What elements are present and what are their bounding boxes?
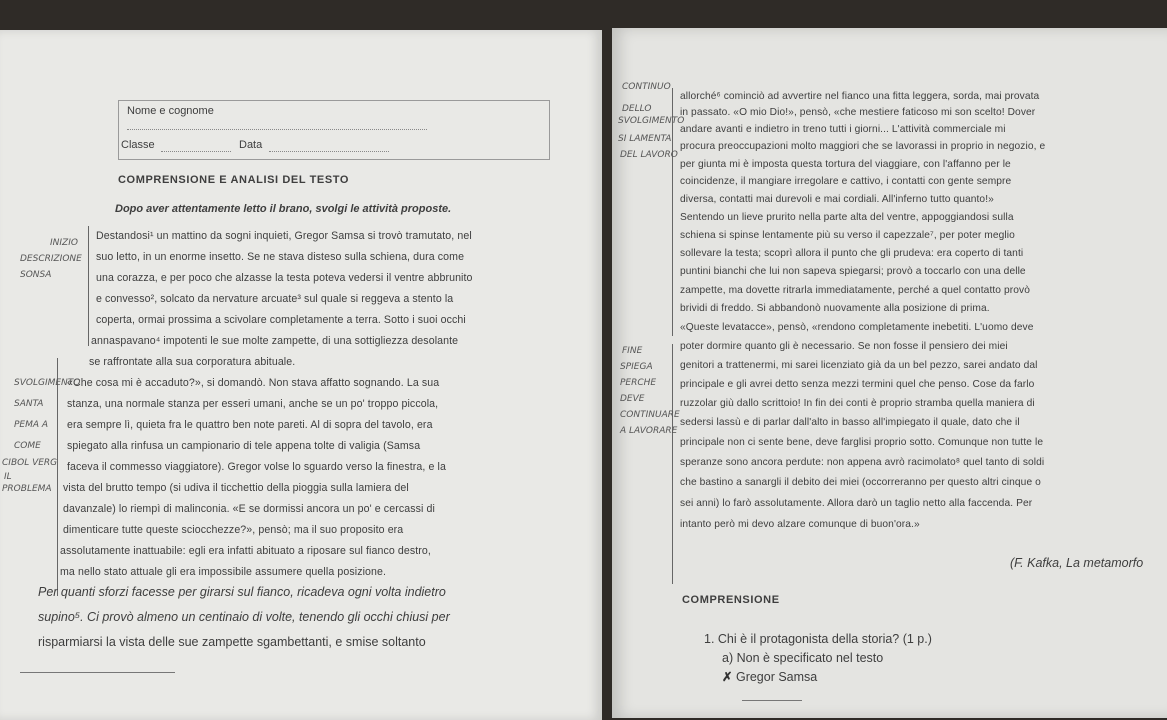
text-line: vista del brutto tempo (si udiva il ticchettio della pioggia sulla lamiera del <box>63 482 409 494</box>
answer-option-b[interactable] <box>722 669 817 684</box>
name-line <box>127 129 427 130</box>
text-line: diversa, contatti mai durevoli e mai cordiali. All'inferno tutto quanto!» <box>680 194 994 205</box>
handwritten-note: SVOLGIMENTO <box>14 378 81 388</box>
text-line: zampette, ma dovette ritrarla immediatamente, perché a quel contatto provò <box>680 285 1030 296</box>
annotation-bracket <box>88 226 89 346</box>
text-line: una corazza, e per poco che alzasse la testa poteva vedersi il ventre abbrunito <box>96 272 473 284</box>
text-line: in passato. «O mio Dio!», pensò, «che mestiere faticoso mi son scelto! Dover <box>680 107 1036 118</box>
text-line: stanza, una normale stanza per esseri umani, anche se un po' troppo piccola, <box>67 398 439 410</box>
handwritten-note: PROBLEMA <box>2 484 52 494</box>
text-line: «Che cosa mi è accaduto?», si domandò. Non stava affatto sognando. La sua <box>67 377 440 389</box>
handwritten-note: CONTINUO <box>622 82 671 92</box>
annotation-bracket <box>672 344 673 584</box>
handwritten-note: CIBOL VERG <box>2 458 58 468</box>
handwritten-note: SONSA <box>20 270 52 280</box>
handwritten-note: COME <box>14 441 41 451</box>
text-line: Sentendo un lieve prurito nella parte alta del ventre, appoggiandosi sulla <box>680 212 1014 223</box>
handwritten-note: PEMA A <box>14 420 49 430</box>
handwritten-note: DELLO <box>622 104 652 114</box>
text-line: andare avanti e indietro in treno tutti i giorni... L'attività commerciale mi <box>680 124 1006 135</box>
handwritten-note: IL <box>4 472 12 482</box>
handwritten-note: DESCRIZIONE <box>20 254 82 264</box>
handwritten-note: CONTINUARE <box>620 410 680 420</box>
text-line: Per quanti sforzi facesse per girarsi sul fianco, ricadeva ogni volta indietro <box>38 585 446 599</box>
handwritten-note: INIZIO <box>50 238 78 248</box>
text-line: davanzale) lo riempì di malinconia. «E se dormissi ancora un po' e cercassi di <box>63 503 435 515</box>
text-line: Destandosi¹ un mattino da sogni inquieti, Gregor Samsa si trovò tramutato, nel <box>96 230 472 242</box>
text-line: principale non ci sente bene, deve farglisi proprio sotto. Comunque non tutte le <box>680 437 1044 448</box>
text-line: «Queste levatacce», pensò, «rendono completamente inebetiti. L'uomo deve <box>680 322 1034 333</box>
text-line: schiena si spinse lentamente più su verso il capezzale⁷, per poter meglio <box>680 230 1015 241</box>
worksheet-right-page <box>612 28 1167 718</box>
worksheet-left-page <box>0 30 602 720</box>
name-label: Nome e cognome <box>127 105 214 117</box>
text-line: procura preoccupazioni molto maggiori che se lavorassi in proprio in negozio, e <box>680 141 1046 152</box>
text-line: brividi di freddo. Si abbandonò nuovamente alla posizione di prima. <box>680 303 990 314</box>
text-line: suo letto, in un enorme insetto. Se ne stava disteso sulla schiena, dura come <box>96 251 465 263</box>
handwritten-note: DEVE <box>620 394 645 404</box>
footnote-divider <box>742 700 802 701</box>
date-line <box>269 151 389 152</box>
instructions: Dopo aver attentamente letto il brano, svolgi le attività proposte. <box>115 203 452 215</box>
text-line: intanto però mi devo alzare comunque di buon'ora.» <box>680 519 920 530</box>
handwritten-note: PERCHE <box>620 378 657 388</box>
handwritten-note: SANTA <box>14 399 44 409</box>
text-line: ruzzolar giù dallo scrittoio! In fin dei conti è proprio stramba quella maniera di <box>680 398 1035 409</box>
handwritten-note: SI LAMENTA <box>618 134 672 144</box>
text-line: faceva il commesso viaggiatore). Gregor volse lo sguardo verso la finestra, e la <box>67 461 446 473</box>
date-label: Data <box>239 139 263 151</box>
text-line: coperta, ormai prossima a scivolare completamente a terra. Sotto i suoi occhi <box>96 314 466 326</box>
text-line: dimenticare tutte queste sciocchezze?», pensò; ma il suo proposito era <box>63 524 404 536</box>
text-line: speranze sono ancora perdute: non appena avrò racimolato⁸ quel tanto di soldi <box>680 457 1045 468</box>
handwritten-note: DEL LAVORO <box>620 150 678 160</box>
text-line: assolutamente inattuabile: egli era infatti abituato a riposare sul fianco destro, <box>60 545 431 557</box>
handwritten-note: A LAVORARE <box>620 426 678 436</box>
text-line: sedersi lassù e di parlar dall'alto in basso all'impiegato il quale, dato che il <box>680 417 1020 428</box>
text-line: spiegato alla rinfusa un campionario di tele appena tolte di valigia (Samsa <box>67 440 421 452</box>
answer-option-a[interactable]: a) Non è specificato nel testo <box>722 651 884 665</box>
text-line: allorché⁶ cominciò ad avvertire nel fianco una fitta leggera, sorda, mai provata <box>680 91 1040 102</box>
text-line: supino⁵. Ci provò almeno un centinaio di volte, tenendo gli occhi chiusi per <box>38 610 450 624</box>
section-title: COMPRENSIONE E ANALISI DEL TESTO <box>118 174 350 186</box>
text-line: poter dormire quanto gli è necessario. Se non fosse il pensiero dei miei <box>680 341 1008 352</box>
footnote-divider <box>20 672 175 673</box>
text-line: sollevare la testa; scoprì allora il punto che gli prudeva: era coperto di tanti <box>680 248 1024 259</box>
text-line: era sempre lì, quieta fra le quattro ben note pareti. Al di sopra del tavolo, era <box>67 419 433 431</box>
text-line: se raffrontate alla sua corporatura abituale. <box>89 356 296 368</box>
text-line: puntini bianchi che lui non sapeva spiegarsi; provò a toccarlo con una delle <box>680 266 1026 277</box>
text-line: e convesso², solcato da nervature arcuate³ sul quale si reggeva a stento la <box>96 293 454 305</box>
student-info-box <box>118 100 550 160</box>
answer-option-b-label: Gregor Samsa <box>735 670 818 684</box>
text-line: principale e gli avrei detto senza mezzi termini quel che penso. Cose da farlo <box>680 379 1035 390</box>
class-line <box>161 151 231 152</box>
question-1: 1. Chi è il protagonista della storia? (1 p.) <box>704 632 932 646</box>
text-line: sei anni) lo farò assolutamente. Allora darò un taglio netto alla faccenda. Per <box>680 498 1033 509</box>
comprehension-title: COMPRENSIONE <box>682 594 780 606</box>
class-label: Classe <box>121 139 155 151</box>
text-line: annaspavano⁴ impotenti le sue molte zampette, di una sottigliezza desolante <box>91 335 459 347</box>
handwritten-note: SVOLGIMENTO <box>618 116 685 126</box>
text-line: che bastino a sanargli il debito dei miei (occorreranno per questo altri cinque o <box>680 477 1041 488</box>
source-attribution: (F. Kafka, La metamorfo <box>1010 556 1144 570</box>
text-line: risparmiarsi la vista delle sue zampette sgambettanti, e smise soltanto <box>38 635 426 649</box>
annotation-bracket <box>57 358 58 596</box>
text-line: per giunta mi è imposta questa tortura del viaggiare, con l'affanno per le <box>680 159 1011 170</box>
handwritten-note: FINE <box>622 346 643 356</box>
check-mark-icon: ✗ <box>722 670 733 684</box>
text-line: ma nello stato attuale gli era impossibile assumere quella posizione. <box>60 566 387 578</box>
text-line: genitori a trattenermi, mi sarei licenziato già da un bel pezzo, sarei andato dal <box>680 360 1038 371</box>
handwritten-note: SPIEGA <box>620 362 653 372</box>
text-line: coincidenze, il mangiare irregolare e cattivo, i contatti con gente sempre <box>680 176 1012 187</box>
